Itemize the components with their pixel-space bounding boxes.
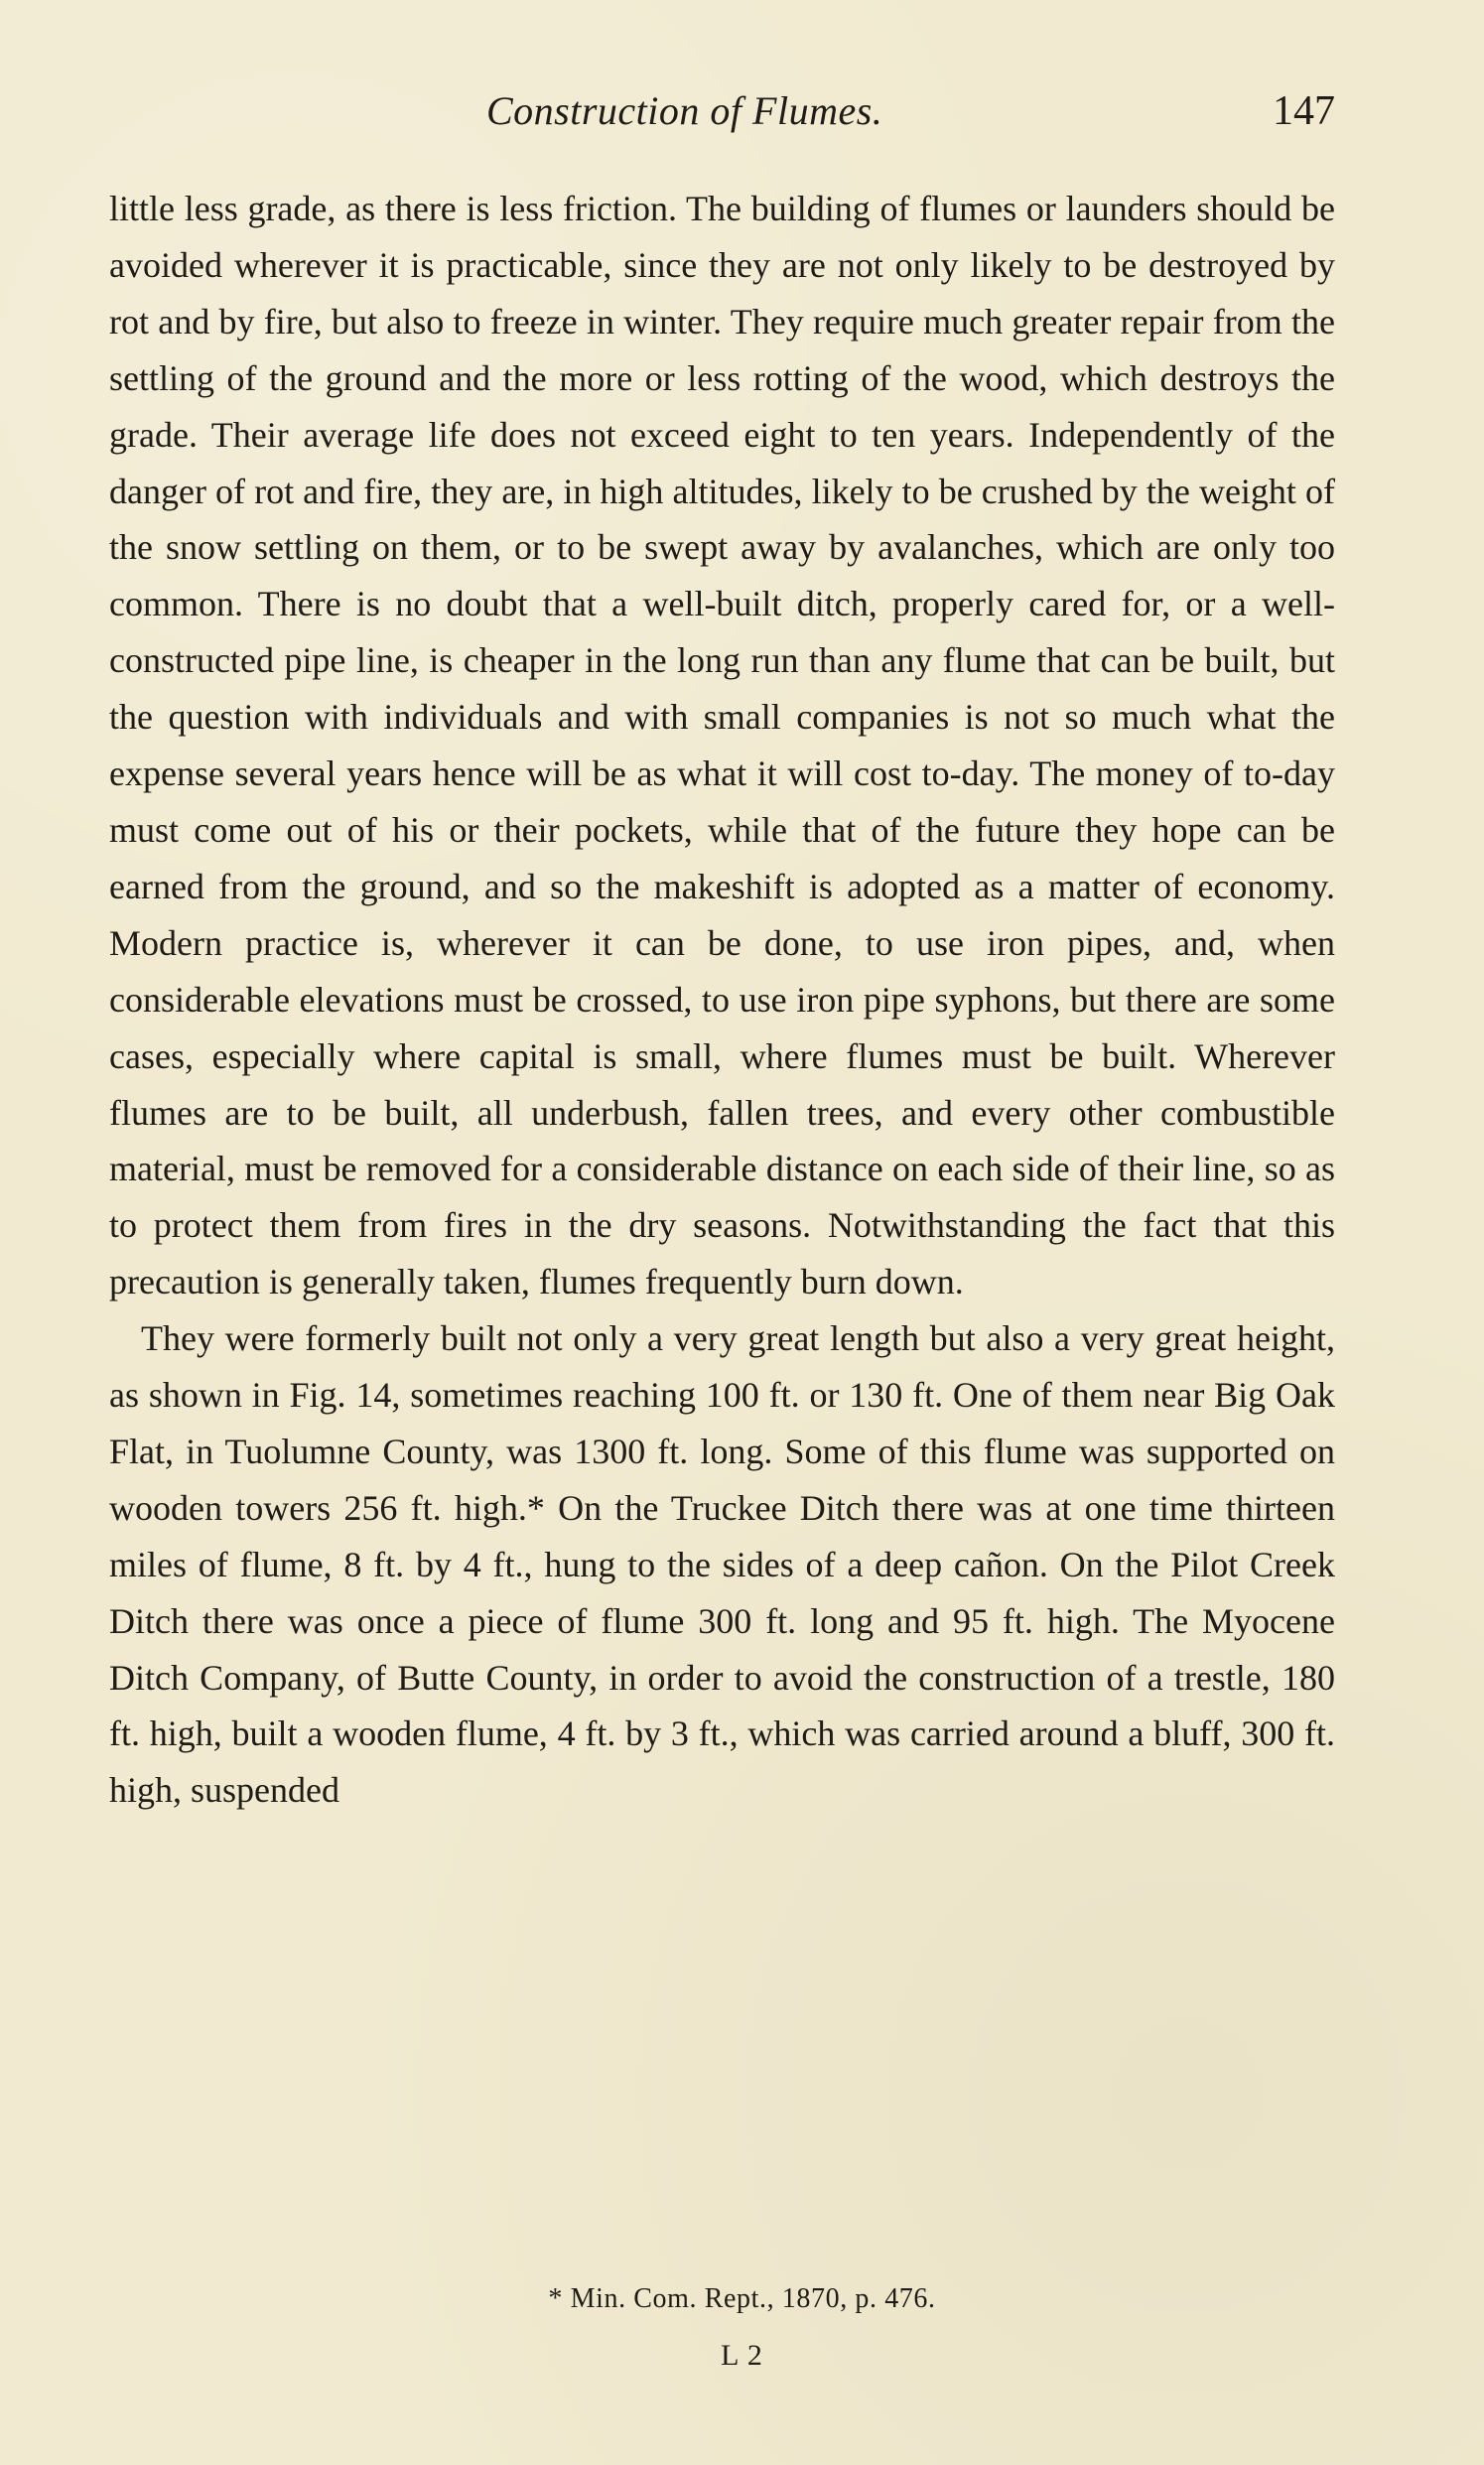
page-header	[109, 87, 1335, 147]
page-number: 147	[1273, 88, 1335, 134]
footnote: * Min. Com. Rept., 1870, p. 476.	[548, 2283, 936, 2314]
main-text	[109, 181, 1335, 1819]
running-title: Construction of Flumes.	[486, 88, 883, 133]
paragraph-2: They were formerly built not only a very great length but also a very great height, as shown in Fig. 14, sometimes reaching 100 ft. or 130 ft. One of them near Big Oak Flat, in Tuolumne County, was 1300 ft. long. Some of this flume was supported on wooden towers 256 ft. high.* On the Truckee Ditch there was at one time thirteen miles of flume, 8 ft. by 4 ft., hung to the sides of a deep cañon. On the Pilot Creek Ditch there was once a piece of flume 300 ft. long and 95 ft. high. The Myocene Ditch Company, of Butte County, in order to avoid the construction of a trestle, 180 ft. high, built a wooden flume, 4 ft. by 3 ft., which was carried around a bluff, 300 ft. high, suspended	[109, 1318, 1335, 1811]
paragraph-1: little less grade, as there is less friction. The building of flumes or launders should be avoided wherever it is practicable, since they are not only likely to be destroyed by rot and by fire, but also to freeze in winter. They require much greater repair from the settling of the ground and the more or less rotting of the wood, which destroys the grade. Their average life does not exceed eight to ten years. Independently of the danger of rot and fire, they are, in high altitudes, likely to be crushed by the weight of the snow settling on them, or to be swept away by avalanches, which are only too common. There is no doubt that a well-built ditch, properly cared for, or a well-constructed pipe line, is cheaper in the long run than any flume that can be built, but the question with individuals and with small companies is not so much what the expense several years hence will be as what it will cost to-day. The money of to-day must come out of his or their pockets, while that of the future they hope can be earned from the ground, and so the makeshift is adopted as a matter of economy. Modern practice is, wherever it can be done, to use iron pipes, and, when considerable elevations must be crossed, to use iron pipe syphons, but there are some cases, especially where capital is small, where flumes must be built. Wherever flumes are to be built, all underbush, fallen trees, and every other combustible material, must be removed for a considerable distance on each side of their line, so as to protect them from fires in the dry seasons. Notwithstanding the fact that this precaution is generally taken, flumes frequently burn down.	[109, 189, 1335, 1302]
signature-mark: L 2	[721, 2339, 763, 2372]
